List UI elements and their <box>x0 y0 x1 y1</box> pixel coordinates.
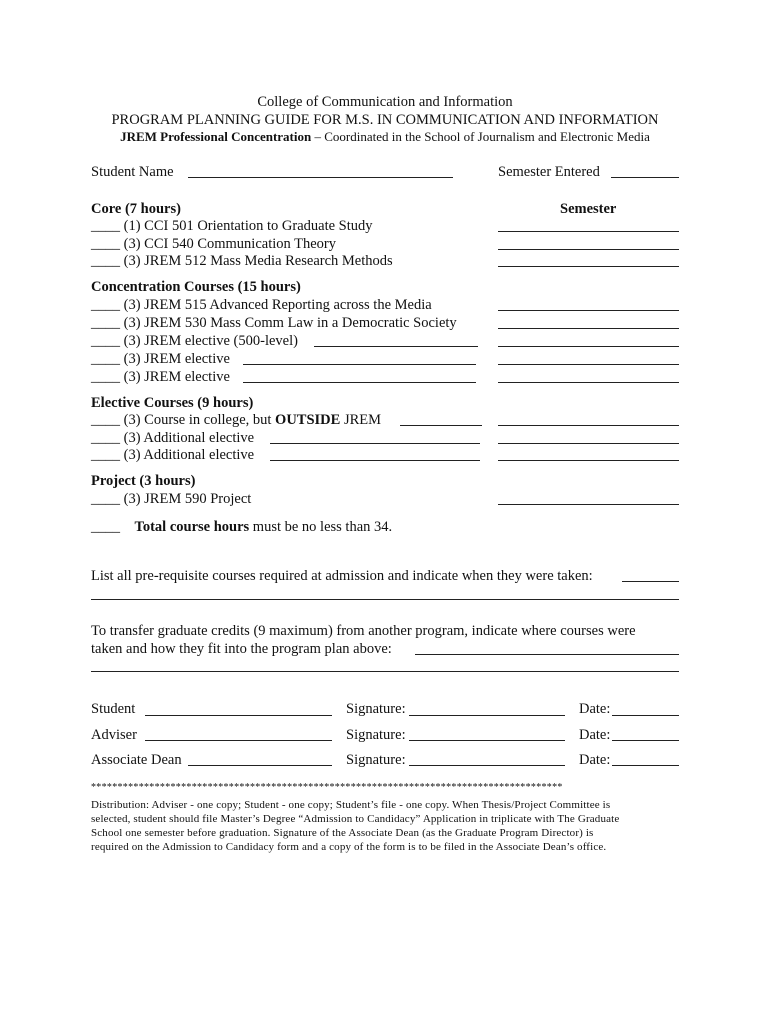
electives-heading: Elective Courses (9 hours) <box>91 395 254 411</box>
semester-field-conc-5[interactable] <box>498 382 679 383</box>
transfer-label-line2: taken and how they fit into the program plan above: <box>91 641 392 657</box>
elective-course-3: ____ (3) Additional elective <box>91 447 255 463</box>
student-signature-field[interactable] <box>409 715 565 716</box>
student-name-label: Student Name <box>91 164 174 180</box>
semester-field-conc-1[interactable] <box>498 310 679 311</box>
semester-entered-label: Semester Entered <box>498 164 600 180</box>
total-hours-line: ____ Total course hours must be no less than 34. <box>91 519 393 535</box>
dean-sign-label: Associate Dean <box>91 752 182 768</box>
adviser-signature-field[interactable] <box>409 740 565 741</box>
jrem-elective-500-field[interactable] <box>314 346 478 347</box>
additional-elective-field-1[interactable] <box>270 443 480 444</box>
asterisk-divider: ***************************************************************************************** <box>91 782 563 793</box>
concentration-name: JREM Professional Concentration <box>120 129 312 144</box>
project-course: ____ (3) JREM 590 Project <box>91 491 252 507</box>
adviser-date-label: Date: <box>579 727 611 743</box>
adviser-sign-label: Adviser <box>91 727 137 743</box>
student-name-field[interactable] <box>188 177 453 178</box>
concentration-course-3: ____ (3) JREM elective (500-level) <box>91 333 298 349</box>
semester-column-heading: Semester <box>560 201 617 217</box>
adviser-date-field[interactable] <box>612 740 679 741</box>
additional-elective-field-2[interactable] <box>270 460 480 461</box>
core-heading: Core (7 hours) <box>91 201 181 217</box>
semester-field-conc-4[interactable] <box>498 364 679 365</box>
distribution-line-1: Distribution: Adviser - one copy; Student - one copy; Student’s file - one copy. When Thesis/Project Committee is <box>91 799 611 811</box>
concentration-course-2: ____ (3) JREM 530 Mass Comm Law in a Democratic Society <box>91 315 457 331</box>
semester-field-core-2[interactable] <box>498 249 679 250</box>
semester-field-elec-2[interactable] <box>498 443 679 444</box>
distribution-line-3: School one semester before graduation. Signature of the Associate Dean (as the Graduate Program Director) is <box>91 827 594 839</box>
header-title: PROGRAM PLANNING GUIDE FOR M.S. IN COMMUNICATION AND INFORMATION <box>111 112 659 128</box>
core-course-1: ____ (1) CCI 501 Orientation to Graduate Study <box>91 218 373 234</box>
student-date-field[interactable] <box>612 715 679 716</box>
transfer-field-2[interactable] <box>91 671 679 672</box>
dean-signature-label: Signature: <box>346 752 406 768</box>
core-course-3: ____ (3) JREM 512 Mass Media Research Methods <box>91 253 393 269</box>
semester-field-core-1[interactable] <box>498 231 679 232</box>
semester-entered-field[interactable] <box>611 177 679 178</box>
header-college: College of Communication and Information <box>257 94 513 110</box>
concentration-heading: Concentration Courses (15 hours) <box>91 279 301 295</box>
concentration-coordination: – Coordinated in the School of Journalism and Electronic Media <box>311 129 650 144</box>
semester-field-conc-2[interactable] <box>498 328 679 329</box>
prereq-label: List all pre-requisite courses required at admission and indicate when they were taken: <box>91 568 593 584</box>
dean-name-field[interactable] <box>188 765 332 766</box>
jrem-elective-field-1[interactable] <box>243 364 476 365</box>
student-date-label: Date: <box>579 701 611 717</box>
semester-field-conc-3[interactable] <box>498 346 679 347</box>
semester-field-elec-1[interactable] <box>498 425 679 426</box>
student-signature-label: Signature: <box>346 701 406 717</box>
transfer-field-1[interactable] <box>415 654 679 655</box>
header-concentration <box>0 129 770 145</box>
distribution-line-2: selected, student should file Master’s Degree “Admission to Candidacy” Application in triplicate with The Graduate <box>91 813 620 825</box>
project-heading: Project (3 hours) <box>91 473 196 489</box>
dean-signature-field[interactable] <box>409 765 565 766</box>
transfer-label-line1: To transfer graduate credits (9 maximum) from another program, indicate where courses were <box>91 623 636 639</box>
prereq-field-1[interactable] <box>622 581 679 582</box>
semester-field-elec-3[interactable] <box>498 460 679 461</box>
concentration-course-1: ____ (3) JREM 515 Advanced Reporting across the Media <box>91 297 432 313</box>
student-sign-label: Student <box>91 701 136 717</box>
elective-course-1: ____ (3) Course in college, but OUTSIDE JREM <box>91 412 382 428</box>
prereq-field-2[interactable] <box>91 599 679 600</box>
adviser-name-field[interactable] <box>145 740 332 741</box>
dean-date-label: Date: <box>579 752 611 768</box>
concentration-course-5: ____ (3) JREM elective <box>91 369 230 385</box>
semester-field-project[interactable] <box>498 504 679 505</box>
outside-elective-field[interactable] <box>400 425 482 426</box>
elective-course-2: ____ (3) Additional elective <box>91 430 255 446</box>
student-name-sign-field[interactable] <box>145 715 332 716</box>
core-course-2: ____ (3) CCI 540 Communication Theory <box>91 236 336 252</box>
dean-date-field[interactable] <box>612 765 679 766</box>
semester-field-core-3[interactable] <box>498 266 679 267</box>
adviser-signature-label: Signature: <box>346 727 406 743</box>
concentration-course-4: ____ (3) JREM elective <box>91 351 230 367</box>
distribution-line-4: required on the Admission to Candidacy form and a copy of the form is to be filed in the Associate Dean’s office. <box>91 841 607 853</box>
jrem-elective-field-2[interactable] <box>243 382 476 383</box>
